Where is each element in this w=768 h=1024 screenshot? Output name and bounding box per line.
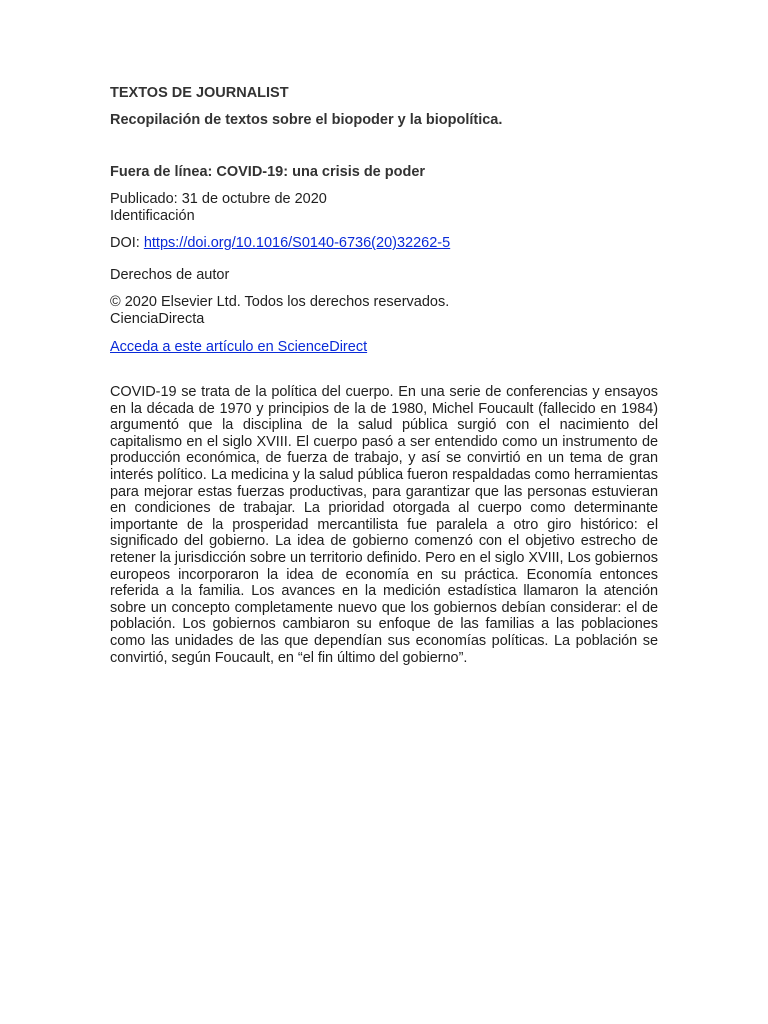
access-line bbox=[110, 339, 658, 356]
document-content bbox=[110, 84, 658, 666]
publisher-name: CienciaDirecta bbox=[110, 311, 205, 327]
rights-heading: Derechos de autor bbox=[110, 267, 230, 283]
article-body: COVID-19 se trata de la política del cuerpo. En una serie de conferencias y ensayos en la década de 1970 y principios de la de 1980, Michel Foucault (fallecido en 1984) argumentó que la disciplina de la salud pública surgió con el nacimiento del capitalismo en el siglo XVIII. El cuerpo pasó a ser entendido como un instrumento de producción económica, de fuerza de trabajo, y así se convirtió en un tema de gran interés político. La medicina y la salud pública fueron respaldadas como herramientas para mejorar estas fuerzas productivas, para garantizar que las personas estuvieran en condiciones de trabajar. La prioridad otorgada al cuerpo como determinante importante de la prosperidad mercantilista fue paralela a otro giro histórico: el significado del gobierno. La idea de gobierno comenzó con el objetivo estrecho de retener la jurisdicción sobre un territorio definido. Pero en el siglo XVIII, Los gobiernos europeos incorporaron la idea de economía en su práctica. Economía entonces referida a la familia. Los avances en la medición estadística llamaron la atención sobre un concepto completamente nuevo que los gobiernos debían considerar: el de población. Los gobiernos cambiaron su enfoque de las familias a las poblaciones como las unidades de las que dependían sus economías políticas. La población se convirtió, según Foucault, en “el fin último del gobierno”. bbox=[110, 384, 658, 666]
published-date: Publicado: 31 de octubre de 2020 bbox=[110, 191, 327, 207]
article-title: Fuera de línea: COVID-19: una crisis de poder bbox=[110, 164, 426, 180]
sciencedirect-link[interactable]: Acceda a este artículo en ScienceDirect bbox=[110, 339, 368, 355]
document-title: TEXTOS DE JOURNALIST bbox=[110, 85, 289, 101]
doi-line bbox=[110, 235, 658, 252]
doi-label: DOI: bbox=[110, 235, 144, 251]
rights-block bbox=[110, 294, 658, 328]
identification-label: Identificación bbox=[110, 208, 195, 224]
doi-link[interactable]: https://doi.org/10.1016/S0140-6736(20)32262-5 bbox=[143, 235, 451, 251]
document-subtitle: Recopilación de textos sobre el biopoder y la biopolítica. bbox=[110, 112, 503, 128]
copyright-notice: © 2020 Elsevier Ltd. Todos los derechos reservados. bbox=[110, 294, 450, 310]
article-meta bbox=[110, 191, 658, 225]
